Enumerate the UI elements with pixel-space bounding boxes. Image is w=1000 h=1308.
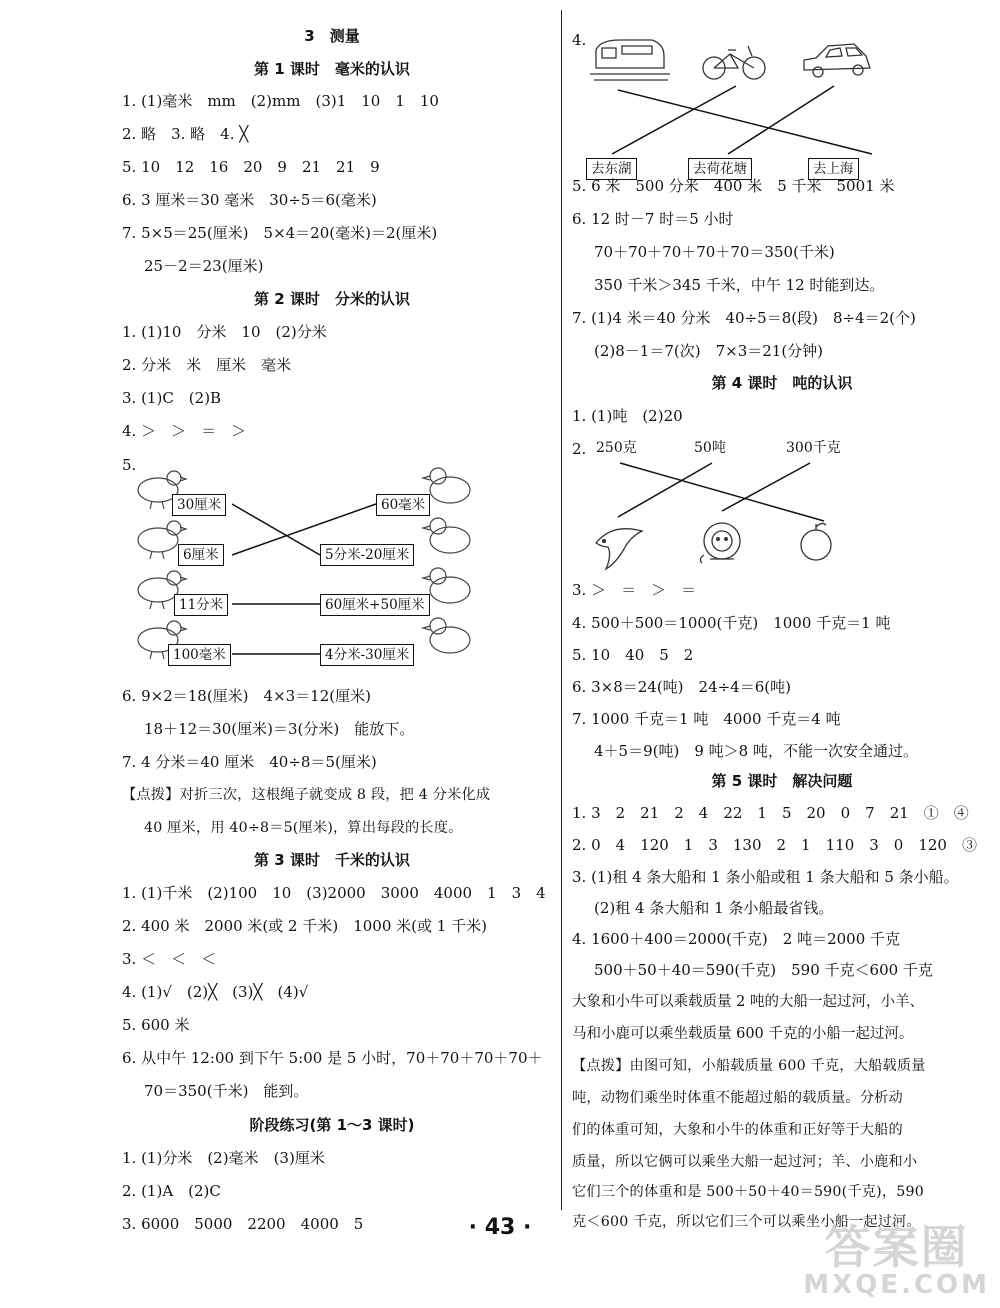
lesson5-title: 第 5 课时 解决问题 (711, 772, 853, 790)
lesson3-q6b: 70＝350(千米) 能到。 (144, 1082, 309, 1100)
lesson3-q5: 5. 600 米 (122, 1016, 190, 1034)
weight-label: 50吨 (694, 440, 726, 456)
lesson5-q4b: 500＋50＋40＝590(千克) 590 千克＜600 千克 (594, 961, 933, 979)
duck-icon (423, 568, 470, 603)
length-box-right: 60毫米 (376, 494, 430, 516)
length-box-right: 4分米-30厘米 (320, 644, 414, 666)
lesson5-q4d: 马和小鹿可以乘坐载质量 600 千克的小船一起过河。 (572, 1026, 914, 1042)
vehicle-matching-diagram (572, 24, 992, 184)
column-divider (561, 10, 562, 1210)
stage-title: 阶段练习(第 1～3 课时) (249, 1116, 415, 1134)
lesson2-q4: 4. ＞ ＞ ＝ ＞ (122, 422, 247, 440)
lesson3-q6a: 6. 从中午 12:00 到下午 5:00 是 5 小时，70＋70＋70＋70＋ (122, 1049, 543, 1067)
chapter-title: 3 测量 (304, 27, 360, 45)
car-icon (804, 44, 870, 77)
length-box-right: 60厘米+50厘米 (320, 594, 430, 616)
destination-box: 去荷花塘 (688, 158, 752, 180)
right-q6c: 350 千米＞345 千米，中午 12 时能到达。 (594, 276, 885, 294)
lesson1-title: 第 1 课时 毫米的认识 (254, 60, 410, 78)
length-box-left: 6厘米 (178, 544, 224, 566)
lesson5-tip-d: 质量，所以它俩可以乘坐大船一起过河；羊、小鹿和小 (572, 1154, 918, 1170)
lesson3-q4: 4. (1)√ (2)╳ (3)╳ (4)√ (122, 983, 309, 1001)
lesson4-title: 第 4 课时 吨的认识 (711, 374, 853, 392)
lesson3-q3: 3. ＜ ＜ ＜ (122, 950, 217, 968)
lesson4-q5: 5. 10 40 5 2 (572, 646, 694, 664)
lesson3-title: 第 3 课时 千米的认识 (254, 851, 410, 869)
lesson5-q4a: 4. 1600＋400＝2000(千克) 2 吨＝2000 千克 (572, 930, 901, 948)
watermark-line1: 答案圈 (824, 1220, 969, 1274)
train-icon (590, 40, 670, 80)
length-box-left: 100毫米 (168, 644, 231, 666)
length-matching-diagram (122, 468, 542, 683)
page-number: · 43 · (468, 1215, 532, 1240)
lesson4-q4: 4. 500＋500＝1000(千克) 1000 千克＝1 吨 (572, 614, 891, 632)
lesson1-q7b: 25－2＝23(厘米) (144, 257, 264, 275)
match-line (232, 504, 320, 555)
match-line (612, 86, 736, 154)
lesson3-q2: 2. 400 米 2000 米(或 2 千米) 1000 米(或 1 千米) (122, 917, 487, 935)
right-q6b: 70＋70＋70＋70＋70＝350(千米) (594, 243, 835, 261)
lesson2-q5-number: 5. (122, 456, 137, 474)
destination-box: 去东湖 (586, 158, 637, 180)
lesson3-q1: 1. (1)千米 (2)100 10 (3)2000 3000 4000 1 3 4 (122, 884, 546, 902)
lesson5-tip-f: 克＜600 千克，所以它们三个可以乘坐小船一起过河。 (572, 1214, 921, 1230)
duck-icon (423, 618, 470, 653)
right-q6a: 6. 12 时－7 时＝5 小时 (572, 210, 734, 228)
lesson2-q3: 3. (1)C (2)B (122, 389, 222, 407)
lesson5-q3b: (2)租 4 条大船和 1 条小船最省钱。 (594, 899, 834, 917)
lion-icon (700, 523, 740, 563)
match-line (618, 90, 872, 154)
weight-matching-diagram (572, 423, 992, 573)
lesson5-tip-a: 【点拨】由图可知，小船载质量 600 千克，大船载质量 (572, 1058, 926, 1074)
lesson4-q7a: 7. 1000 千克＝1 吨 4000 千克＝4 吨 (572, 710, 841, 728)
length-box-left: 30厘米 (172, 494, 226, 516)
lesson4-q3: 3. ＞ ＝ ＞ ＝ (572, 581, 697, 599)
lesson5-q4c: 大象和小牛可以乘载质量 2 吨的大船一起过河，小羊、 (572, 994, 924, 1010)
lesson5-tip-c: 们的体重可知，大象和小牛的体重和正好等于大船的 (572, 1122, 903, 1138)
length-box-left: 11分米 (174, 594, 228, 616)
match-line (618, 463, 712, 517)
watermark-logo (803, 1220, 990, 1300)
length-box-right: 5分米-20厘米 (320, 544, 414, 566)
destination-box: 去上海 (808, 158, 859, 180)
watermark-line2: MXQE.COM (803, 1270, 990, 1300)
lesson1-q2: 2. 略 3. 略 4. ╳ (122, 125, 249, 143)
lesson2-q6b: 18＋12＝30(厘米)＝3(分米) 能放下。 (144, 720, 415, 738)
right-q5: 5. 6 米 500 分米 400 米 5 千米 5001 米 (572, 177, 895, 195)
apple-icon (801, 523, 831, 560)
lesson5-q3a: 3. (1)租 4 条大船和 1 条小船或租 1 条大船和 5 条小船。 (572, 868, 959, 886)
lesson1-q1: 1. (1)毫米 mm (2)mm (3)1 10 1 10 (122, 92, 439, 110)
lesson2-q7: 7. 4 分米＝40 厘米 40÷8＝5(厘米) (122, 753, 377, 771)
lesson4-q7b: 4＋5＝9(吨) 9 吨＞8 吨，不能一次安全通过。 (594, 742, 918, 760)
lesson2-q6a: 6. 9×2＝18(厘米) 4×3＝12(厘米) (122, 687, 371, 705)
weight-match-lines (572, 423, 992, 573)
lesson5-q1: 1. 3 2 21 2 4 22 1 5 20 0 7 21 ① ④ (572, 804, 969, 822)
dolphin-icon (596, 529, 642, 569)
lesson2-title: 第 2 课时 分米的认识 (254, 290, 410, 308)
lesson2-q1: 1. (1)10 分米 10 (2)分米 (122, 323, 327, 341)
lesson1-q5: 5. 10 12 16 20 9 21 21 9 (122, 158, 380, 176)
match-line (728, 86, 834, 154)
bicycle-icon (703, 46, 765, 79)
lesson4-q2-number: 2. (572, 440, 587, 458)
lesson5-q2: 2. 0 4 120 1 3 130 2 1 110 3 0 120 ③ (572, 836, 977, 854)
lesson5-tip-b: 吨，动物们乘坐时体重不能超过船的载质量。分析动 (572, 1090, 903, 1106)
stage-q3: 3. 6000 5000 2200 4000 5 (122, 1215, 364, 1233)
stage-q1: 1. (1)分米 (2)毫米 (3)厘米 (122, 1149, 325, 1167)
lesson2-q2: 2. 分米 米 厘米 毫米 (122, 356, 292, 374)
weight-label: 250克 (596, 440, 637, 456)
lesson4-q6: 6. 3×8＝24(吨) 24÷4＝6(吨) (572, 678, 791, 696)
right-q4-number: 4. (572, 31, 587, 49)
lesson1-q6: 6. 3 厘米＝30 毫米 30÷5＝6(毫米) (122, 191, 377, 209)
lesson1-q7a: 7. 5×5＝25(厘米) 5×4＝20(毫米)＝2(厘米) (122, 224, 438, 242)
lesson4-q1: 1. (1)吨 (2)20 (572, 407, 683, 425)
lesson2-tip-b: 40 厘米，用 40÷8＝5(厘米)，算出每段的长度。 (144, 820, 463, 836)
lesson2-tip-a: 【点拨】对折三次，这根绳子就变成 8 段，把 4 分米化成 (122, 787, 491, 803)
stage-q2: 2. (1)A (2)C (122, 1182, 221, 1200)
lesson5-tip-e: 它们三个的体重和是 500＋50＋40＝590(千克)，590 (572, 1184, 924, 1200)
right-q7a: 7. (1)4 米＝40 分米 40÷5＝8(段) 8÷4＝2(个) (572, 309, 916, 327)
right-q7b: (2)8－1＝7(次) 7×3＝21(分钟) (594, 342, 824, 360)
weight-label: 300千克 (786, 440, 841, 456)
duck-icon (423, 518, 470, 553)
